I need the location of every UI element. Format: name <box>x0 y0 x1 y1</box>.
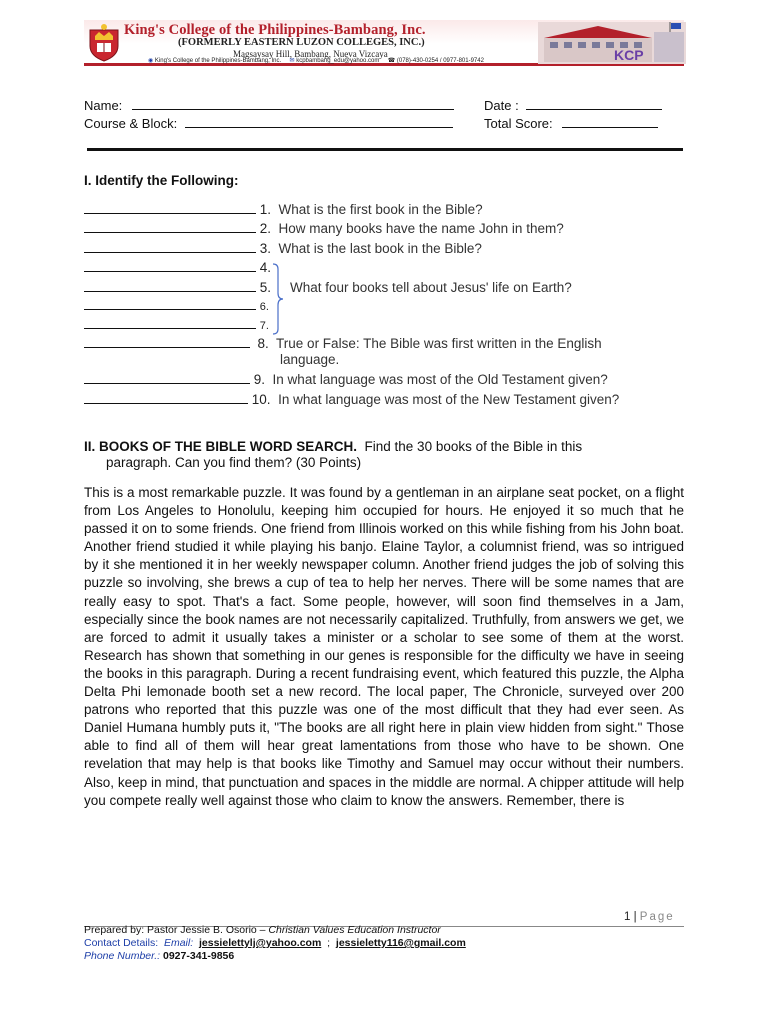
question-8: 8. True or False: The Bible was first written in the English <box>84 336 602 351</box>
section1-title: I. Identify the Following: <box>84 173 239 188</box>
question-6: 6. <box>84 298 269 313</box>
answer-blank-1[interactable] <box>84 202 256 214</box>
email-link-2[interactable]: jessieletty116@gmail.com <box>335 937 466 949</box>
name-label: Name: <box>84 98 123 113</box>
answer-blank-3[interactable] <box>84 241 256 253</box>
phone-icon: ☎ <box>387 58 396 64</box>
question-2: 2. How many books have the name John in them? <box>84 221 564 236</box>
question-8-continued: language. <box>280 352 340 367</box>
prepared-by: Prepared by: Pastor Jessie B. Osorio – Christian Values Education Instructor <box>84 924 441 936</box>
score-field <box>484 116 658 131</box>
course-line[interactable] <box>185 116 453 128</box>
question-4: 4. <box>84 260 271 275</box>
score-line[interactable] <box>562 116 658 128</box>
name-line[interactable] <box>132 98 454 110</box>
section2-title: II. BOOKS OF THE BIBLE WORD SEARCH. <box>84 439 358 454</box>
answer-blank-6[interactable] <box>84 298 256 310</box>
answer-blank-4[interactable] <box>84 260 256 272</box>
school-name: King's College of the Philippines-Bambang, Inc. <box>124 22 426 38</box>
school-contacts <box>148 57 484 64</box>
question-1: 1. What is the first book in the Bible? <box>84 202 483 217</box>
word-search-paragraph: This is a most remarkable puzzle. It was found by a gentleman in an airplane seat pocket, on a flight from Los Angeles to Honolulu, keeping him occupied for hours. He enjoyed it so much that he passed it on to some friends. One friend from Illinois worked on this while fishing from his John boat. Another friend studied it while playing his banjo. Elaine Taylor, a columnist friend, was so intrigued by it she mentioned it in her weekly newspaper column. Another friend judges the job of solving this puzzle so involving, she brews a cup of tea to help her nerves. There will be some names that are really easy to spot. That's a fact. Some people, however, will soon find themselves in a Jam, especially since the book names are not necessarily capitalized. Truthfully, from answers we get, we are forced to admit it usually takes a minister or a scholar to see some of them at the worst. Research has shown that something in our genes is responsible for the difficulty we have in seeing the books in this paragraph. During a recent fundraising event, which featured this puzzle, the Alpha Delta Phi lemonade booth set a new record. The local paper, The Chronicle, surveyed over 200 patrons who reported that this puzzle was one of the most difficult that they had ever seen. As Daniel Humana humbly puts it, "The books are all right here in plain view hidden from sight." Those able to find all of them will hear great lamentations from those who have to be shown. One revelation that may help is that books like Timothy and Samuel may occur without their numbers. Also, keep in mind, that punctuation and spaces in the middle are normal. A chipper attitude will help you compete really well against those who claim to know the answers. Remember, there is <box>84 485 684 808</box>
group-question: What four books tell about Jesus' life on Earth? <box>290 280 572 295</box>
school-address: Magsaysay Hill, Bambang, Nueva Vizcaya <box>233 49 388 59</box>
date-field <box>484 98 662 113</box>
question-10: 10. In what language was most of the New Testament given? <box>84 392 619 407</box>
school-phone: (078)-430-0254 / 0977-801-9742 <box>396 58 484 64</box>
answer-blank-8[interactable] <box>84 336 250 348</box>
name-field <box>84 98 454 113</box>
facebook-page: King's College of the Philippines-Bambang, Inc. <box>154 58 282 64</box>
page-number: 1 | Page <box>624 911 675 923</box>
answer-blank-7[interactable] <box>84 317 256 329</box>
section-divider <box>87 148 683 151</box>
answer-blank-2[interactable] <box>84 221 256 233</box>
section2-instructions-2: paragraph. Can you find them? (30 Points) <box>106 455 362 470</box>
school-former-name: (FORMERLY EASTERN LUZON COLLEGES, INC.) <box>178 37 425 48</box>
question-3: 3. What is the last book in the Bible? <box>84 241 482 256</box>
question-7: 7. <box>84 317 269 332</box>
email-link-1[interactable]: jessielettylj@yahoo.com <box>199 937 322 949</box>
phone-number: Phone Number.: 0927-341-9856 <box>84 950 235 962</box>
answer-blank-5[interactable] <box>84 280 256 292</box>
facebook-icon: ◉ <box>148 58 154 64</box>
course-label: Course & Block: <box>84 116 178 131</box>
group-bracket-icon <box>272 263 284 335</box>
school-email: kcpbambang_edu@yahoo.com <box>296 58 380 64</box>
answer-blank-9[interactable] <box>84 372 250 384</box>
building-sign: KCP <box>614 47 644 63</box>
answer-blank-10[interactable] <box>84 392 248 404</box>
score-label: Total Score: <box>484 116 553 131</box>
email-icon: ✉ <box>289 58 295 64</box>
date-line[interactable] <box>526 98 662 110</box>
section2-instructions: Find the 30 books of the Bible in this <box>364 439 583 454</box>
date-label: Date : <box>484 98 519 113</box>
question-5: 5. <box>84 280 271 295</box>
section2-header <box>84 439 684 471</box>
question-9: 9. In what language was most of the Old Testament given? <box>84 372 608 387</box>
school-seal-icon <box>86 22 122 62</box>
school-building-image <box>538 22 686 64</box>
course-field <box>84 116 453 131</box>
contact-details: Contact Details: Email: jessielettylj@yahoo.com ; jessieletty116@gmail.com <box>84 937 466 949</box>
